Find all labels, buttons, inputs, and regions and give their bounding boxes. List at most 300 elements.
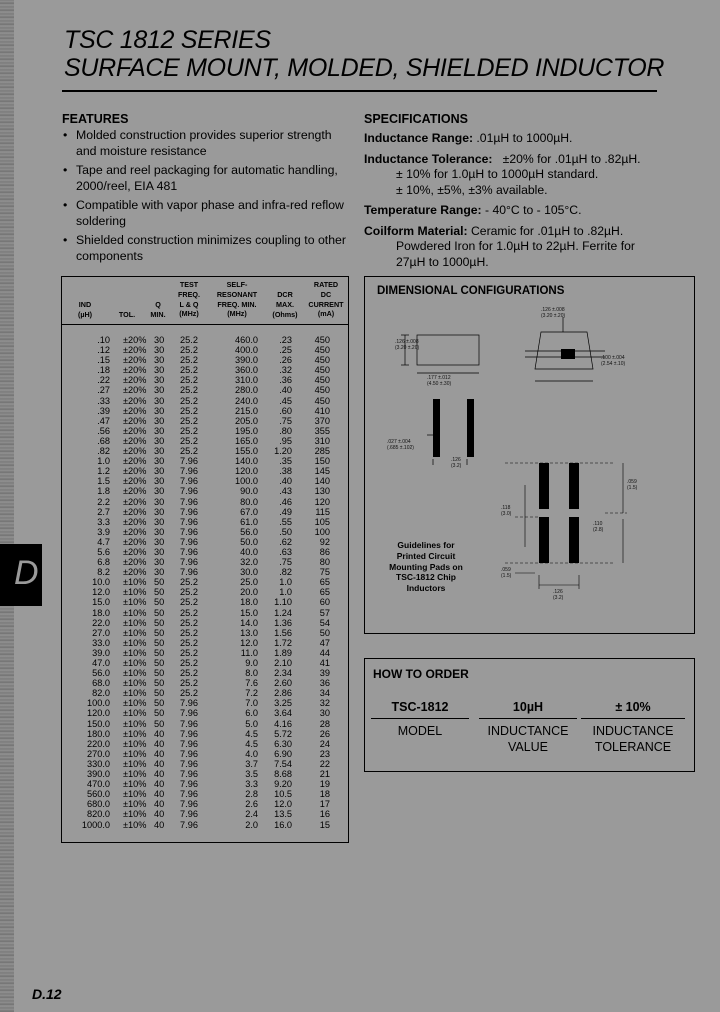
table-cell-srf: 61.0 [240,516,258,527]
table-row [62,688,348,698]
table-cell-ind: .27 [97,385,110,396]
table-cell-tol: ±20% [123,365,147,376]
table-cell-dcr: .43 [279,486,292,497]
table-cell-q: 40 [154,769,165,780]
table-cell-q: 30 [154,365,165,376]
table-row [62,567,348,577]
table-row [62,426,348,436]
dim-label: .126 (3.2) [553,589,564,601]
table-cell-dcr: 6.90 [274,748,292,759]
table-cell-q: 40 [154,748,165,759]
table-row [62,739,348,749]
table-cell-ind: 27.0 [92,627,110,638]
order-title: HOW TO ORDER [373,667,469,681]
table-row [62,507,348,517]
table-cell-srf: 120.0 [235,466,258,477]
table-cell-test: 25.2 [180,668,198,679]
table-row [62,476,348,486]
table-cell-q: 30 [154,536,165,547]
table-cell-ind: .12 [97,345,110,356]
table-cell-cur: 41 [319,658,330,668]
table-cell-srf: 13.0 [240,627,258,638]
spec-value: Ceramic for .01µH to .82µH. [471,223,624,238]
table-cell-cur: 410 [314,405,330,416]
dim-label: .126 (3.2) [451,457,462,469]
table-cell-tol: ±10% [123,587,147,598]
table-cell-q: 40 [154,809,165,820]
table-cell-tol: ±20% [123,415,147,426]
table-cell-test: 25.2 [180,415,198,426]
table-cell-test: 25.2 [180,647,198,658]
table-cell-dcr: 1.0 [279,577,292,588]
table-cell-cur: 16 [319,809,330,820]
table-cell-tol: ±10% [123,597,147,608]
table-cell-q: 30 [154,405,165,416]
table-cell-dcr: 2.34 [274,668,292,679]
table-cell-test: 25.2 [180,395,198,406]
page-header [64,26,664,82]
table-cell-ind: 330.0 [87,758,110,769]
table-cell-q: 30 [154,516,165,527]
spec-value: ± 10%, ±5%, ±3% available. [396,182,548,197]
table-cell-tol: ±10% [123,577,147,588]
table-cell-test: 7.96 [180,567,198,578]
table-cell-srf: 2.8 [245,789,258,800]
table-cell-cur: 450 [314,335,330,345]
table-cell-dcr: .40 [279,385,292,396]
table-cell-ind: 680.0 [87,799,110,810]
table-row [62,789,348,799]
table-cell-q: 50 [154,627,165,638]
table-cell-test: 7.96 [180,708,198,719]
table-row [62,759,348,769]
order-model-label: MODEL [397,724,443,738]
table-cell-cur: 28 [319,718,330,729]
order-tolerance-label: INDUCTANCE TOLERANCE [592,724,674,754]
table-cell-dcr: .75 [279,415,292,426]
table-cell-srf: 15.0 [240,607,258,618]
inductor-table [61,276,349,843]
table-cell-test: 25.2 [180,355,198,366]
table-cell-ind: .33 [97,395,110,406]
title-line-1: TSC 1812 SERIES [64,26,271,54]
table-row [62,708,348,718]
table-cell-q: 50 [154,617,165,628]
table-cell-test: 25.2 [180,597,198,608]
table-cell-cur: 57 [319,607,330,618]
table-cell-dcr: .60 [279,405,292,416]
table-cell-tol: ±20% [123,486,147,497]
table-cell-tol: ±20% [123,516,147,527]
table-cell-cur: 22 [319,758,330,769]
table-cell-cur: 450 [314,375,330,386]
table-cell-srf: 215.0 [235,405,258,416]
table-cell-test: 7.96 [180,466,198,477]
table-cell-q: 40 [154,779,165,790]
table-cell-ind: 15.0 [92,597,110,608]
table-cell-srf: 67.0 [240,506,258,517]
table-cell-test: 7.96 [180,748,198,759]
table-cell-test: 7.96 [180,758,198,769]
table-cell-cur: 26 [319,728,330,739]
table-cell-srf: 56.0 [240,526,258,537]
table-cell-ind: 2.2 [97,496,110,507]
table-cell-cur: 19 [319,779,330,790]
table-cell-test: 7.96 [180,819,198,830]
table-cell-cur: 120 [314,496,330,507]
table-cell-test: 7.96 [180,536,198,547]
table-cell-dcr: .25 [279,345,292,356]
table-cell-q: 30 [154,526,165,537]
table-cell-srf: 20.0 [240,587,258,598]
table-cell-srf: 195.0 [235,425,258,436]
table-cell-tol: ±10% [123,708,147,719]
table-cell-tol: ±20% [123,567,147,578]
table-cell-ind: .47 [97,415,110,426]
table-cell-srf: 390.0 [235,355,258,366]
table-cell-srf: 400.0 [235,345,258,356]
table-row [62,517,348,527]
table-cell-srf: 310.0 [235,375,258,386]
table-cell-dcr: .95 [279,435,292,446]
table-cell-dcr: .32 [279,365,292,376]
feature-item: • Tape and reel packaging for automatic handling, 2000/reel, EIA 481 [62,163,352,194]
table-cell-tol: ±10% [123,728,147,739]
table-cell-test: 7.96 [180,799,198,810]
table-cell-q: 30 [154,506,165,517]
table-cell-cur: 30 [319,708,330,719]
table-cell-srf: 90.0 [240,486,258,497]
table-row [62,668,348,678]
table-row [62,577,348,587]
table-cell-test: 7.96 [180,456,198,467]
table-cell-ind: 18.0 [92,607,110,618]
table-row [62,497,348,507]
table-cell-cur: 32 [319,698,330,709]
table-cell-q: 50 [154,637,165,648]
table-cell-q: 30 [154,375,165,386]
table-cell-cur: 285 [314,446,330,457]
table-row [62,406,348,416]
table-cell-ind: 47.0 [92,658,110,668]
table-row [62,628,348,638]
table-cell-test: 7.96 [180,779,198,790]
table-cell-ind: 100.0 [87,698,110,709]
table-row [62,486,348,496]
table-cell-q: 30 [154,446,165,457]
table-cell-ind: 5.6 [97,546,110,557]
features-list [62,128,352,268]
table-cell-srf: 4.5 [245,738,258,749]
table-cell-dcr: .80 [279,425,292,436]
table-cell-dcr: 7.54 [274,758,292,769]
table-cell-test: 7.96 [180,476,198,487]
table-cell-tol: ±10% [123,738,147,749]
table-cell-tol: ±20% [123,496,147,507]
order-inductance-value: 10µH [479,699,577,719]
table-cell-test: 25.2 [180,587,198,598]
table-cell-test: 25.2 [180,658,198,668]
table-cell-test: 7.96 [180,698,198,709]
table-cell-ind: 180.0 [87,728,110,739]
dim-label: .118 (3.0) [501,505,512,517]
table-row [62,820,348,830]
table-cell-cur: 450 [314,385,330,396]
table-row [62,345,348,355]
col-dcr: DCR MAX. (Ohms) [272,290,298,319]
table-cell-cur: 92 [319,536,330,547]
section-tab-letter: D [14,554,39,592]
table-row [62,335,348,345]
table-row [62,719,348,729]
table-row [62,749,348,759]
table-cell-cur: 100 [314,526,330,537]
table-cell-q: 50 [154,597,165,608]
order-inductance [479,699,577,755]
table-cell-ind: 820.0 [87,809,110,820]
table-cell-ind: 120.0 [87,708,110,719]
table-cell-tol: ±10% [123,617,147,628]
dim-label: .100 ±.004 (2.54 ±.10) [601,355,626,367]
table-cell-test: 7.96 [180,496,198,507]
table-cell-srf: 7.6 [245,678,258,689]
table-cell-srf: 205.0 [235,415,258,426]
table-cell-dcr: .75 [279,557,292,568]
feature-item: • Molded construction provides superior strength and moisture resistance [62,128,352,159]
table-cell-ind: .22 [97,375,110,386]
table-cell-dcr: 10.5 [274,789,292,800]
table-cell-srf: 7.2 [245,688,258,699]
table-cell-srf: 14.0 [240,617,258,628]
table-cell-q: 50 [154,678,165,689]
table-cell-dcr: 2.60 [274,678,292,689]
table-cell-ind: 10.0 [92,577,110,588]
table-cell-srf: 2.0 [245,819,258,830]
table-cell-test: 25.2 [180,607,198,618]
table-cell-cur: 370 [314,415,330,426]
table-row [62,385,348,395]
table-cell-srf: 360.0 [235,365,258,376]
table-cell-srf: 4.0 [245,748,258,759]
table-cell-ind: 4.7 [97,536,110,547]
table-cell-tol: ±20% [123,405,147,416]
dimensional-panel [364,276,695,634]
table-cell-dcr: 1.10 [274,597,292,608]
table-body [62,335,348,830]
table-cell-dcr: 2.10 [274,658,292,668]
title-line-2: SURFACE MOUNT, MOLDED, SHIELDED INDUCTOR [64,54,665,82]
table-cell-tol: ±10% [123,819,147,830]
features-title: FEATURES [62,112,129,126]
table-cell-test: 7.96 [180,506,198,517]
table-cell-srf: 5.0 [245,718,258,729]
page-number: D.12 [32,986,62,1002]
table-cell-cur: 65 [319,577,330,588]
col-q: Q MIN. [150,300,166,319]
table-cell-dcr: 12.0 [274,799,292,810]
table-cell-tol: ±20% [123,375,147,386]
table-row [62,638,348,648]
table-cell-dcr: 1.20 [274,446,292,457]
table-cell-test: 25.2 [180,425,198,436]
table-cell-q: 30 [154,355,165,366]
spec-value: Powdered Iron for 1.0µH to 22µH. Ferrite for [396,239,635,253]
table-cell-test: 7.96 [180,738,198,749]
table-cell-cur: 44 [319,647,330,658]
table-cell-tol: ±20% [123,557,147,568]
table-cell-ind: .56 [97,425,110,436]
table-row [62,648,348,658]
table-cell-ind: 82.0 [92,688,110,699]
table-row [62,799,348,809]
table-row [62,416,348,426]
table-cell-srf: 7.0 [245,698,258,709]
table-cell-dcr: .45 [279,395,292,406]
table-cell-srf: 240.0 [235,395,258,406]
table-cell-srf: 11.0 [240,647,258,658]
table-cell-srf: 3.3 [245,779,258,790]
specifications-title: SPECIFICATIONS [364,112,468,126]
table-cell-cur: 150 [314,456,330,467]
table-row [62,547,348,557]
spec-value: 27µH to 1000µH. [396,254,489,269]
table-cell-test: 7.96 [180,718,198,729]
table-cell-tol: ±10% [123,718,147,729]
table-cell-ind: 220.0 [87,738,110,749]
order-model [371,699,469,739]
feature-item: • Compatible with vapor phase and infra-red reflow soldering [62,198,352,229]
table-cell-ind: 1.0 [97,456,110,467]
table-cell-dcr: 13.5 [274,809,292,820]
table-cell-tol: ±10% [123,678,147,689]
table-row [62,527,348,537]
table-cell-dcr: 1.36 [274,617,292,628]
table-cell-ind: 39.0 [92,647,110,658]
table-cell-ind: .82 [97,446,110,457]
table-cell-tol: ±20% [123,385,147,396]
table-row [62,396,348,406]
col-current: RATED DC CURRENT (mA) [308,280,344,319]
table-row [62,658,348,668]
table-cell-tol: ±20% [123,435,147,446]
table-row [62,608,348,618]
table-cell-dcr: 2.86 [274,688,292,699]
table-cell-tol: ±20% [123,395,147,406]
table-cell-cur: 86 [319,546,330,557]
table-cell-ind: 390.0 [87,769,110,780]
table-row [62,587,348,597]
table-cell-test: 25.2 [180,637,198,648]
table-cell-q: 40 [154,799,165,810]
table-cell-q: 30 [154,425,165,436]
table-cell-test: 7.96 [180,769,198,780]
table-cell-q: 50 [154,668,165,679]
table-cell-q: 40 [154,738,165,749]
table-cell-q: 50 [154,577,165,588]
spec-value: ± 10% for 1.0µH to 1000µH standard. [396,167,599,181]
order-tolerance-value: ± 10% [581,699,685,719]
table-cell-cur: 24 [319,738,330,749]
table-cell-tol: ±20% [123,425,147,436]
order-inductance-label: INDUCTANCE VALUE [487,724,569,754]
table-cell-test: 25.2 [180,405,198,416]
table-cell-srf: 3.7 [245,758,258,769]
table-cell-cur: 60 [319,597,330,608]
table-cell-q: 40 [154,758,165,769]
table-cell-q: 30 [154,385,165,396]
table-cell-dcr: .82 [279,567,292,578]
table-cell-test: 25.2 [180,335,198,345]
table-cell-tol: ±10% [123,779,147,790]
table-cell-ind: 270.0 [87,748,110,759]
table-cell-tol: ±10% [123,658,147,668]
table-cell-dcr: .23 [279,335,292,345]
table-cell-srf: 2.4 [245,809,258,820]
table-cell-dcr: .49 [279,506,292,517]
table-row [62,365,348,375]
table-row [62,597,348,607]
table-cell-tol: ±20% [123,546,147,557]
table-cell-ind: 1.5 [97,476,110,487]
table-cell-q: 30 [154,546,165,557]
feature-item: • Shielded construction minimizes coupling to other components [62,233,352,264]
dim-label: .059 (1.5) [627,479,638,491]
table-cell-dcr: 6.30 [274,738,292,749]
table-cell-dcr: .50 [279,526,292,537]
table-cell-tol: ±10% [123,698,147,709]
table-cell-srf: 6.0 [245,708,258,719]
table-cell-cur: 310 [314,435,330,446]
table-cell-ind: 1.2 [97,466,110,477]
table-cell-ind: 470.0 [87,779,110,790]
table-cell-q: 50 [154,688,165,699]
table-cell-test: 25.2 [180,678,198,689]
table-cell-tol: ±20% [123,446,147,457]
table-row [62,436,348,446]
table-cell-cur: 450 [314,345,330,356]
table-cell-dcr: 4.16 [274,718,292,729]
col-ind: IND (µH) [77,300,93,319]
table-cell-srf: 165.0 [235,435,258,446]
table-row [62,375,348,385]
table-cell-dcr: .36 [279,375,292,386]
table-cell-srf: 40.0 [240,546,258,557]
table-cell-dcr: .26 [279,355,292,366]
spec-value: ±20% for .01µH to .82µH. [502,151,641,166]
table-cell-srf: 4.5 [245,728,258,739]
table-cell-tol: ±20% [123,456,147,467]
table-cell-srf: 80.0 [240,496,258,507]
dim-label: .027 ±.004 (.685 ±.102) [387,439,414,451]
scan-edge [0,0,14,1012]
table-cell-tol: ±10% [123,748,147,759]
table-cell-dcr: 1.72 [274,637,292,648]
table-row [62,557,348,567]
table-cell-q: 40 [154,789,165,800]
table-cell-test: 7.96 [180,486,198,497]
table-cell-dcr: .46 [279,496,292,507]
table-cell-srf: 460.0 [235,335,258,345]
spec-label: Inductance Tolerance: [364,151,493,166]
table-cell-srf: 155.0 [235,446,258,457]
table-cell-tol: ±10% [123,607,147,618]
table-row [62,618,348,628]
table-cell-tol: ±10% [123,809,147,820]
table-cell-srf: 18.0 [240,597,258,608]
table-cell-test: 7.96 [180,809,198,820]
dim-label: .126 ±.008 (3.20 ±.20) [395,339,420,351]
table-cell-q: 30 [154,395,165,406]
